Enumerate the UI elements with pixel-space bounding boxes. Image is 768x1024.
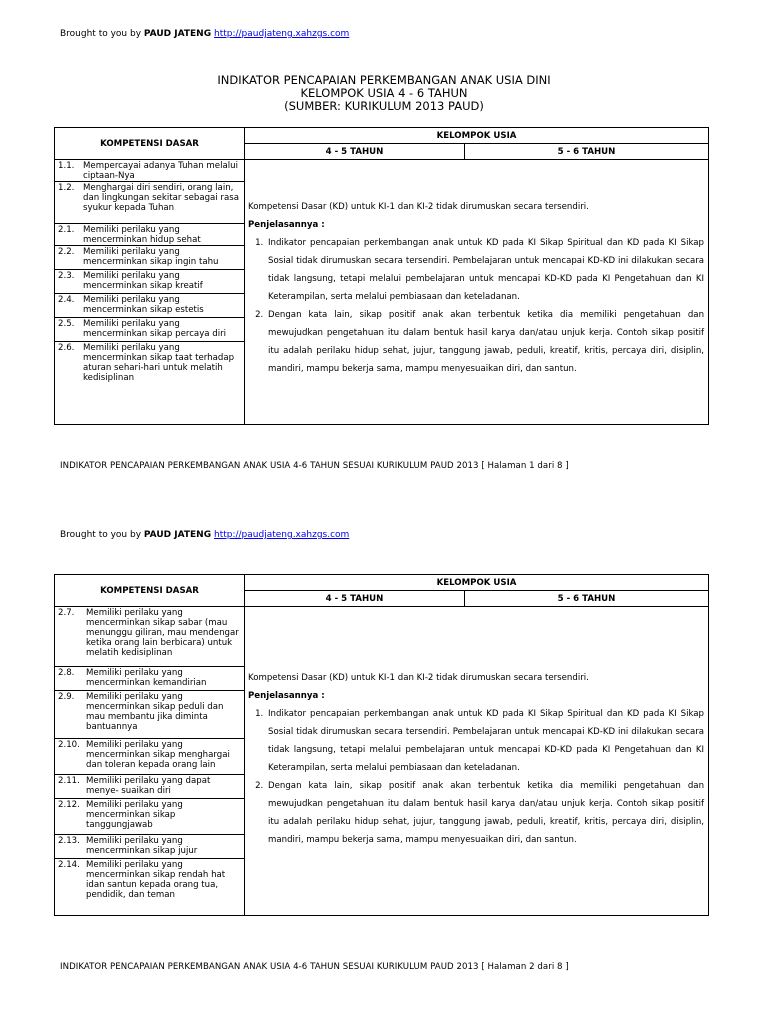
explanation-point: 1. Indikator pencapaian perkembangan anak untuk KD pada KI Sikap Spiritual dan KD pada KI Sikap Sosial tidak dirumuskan secara tersendiri. Pembelajaran untuk mencapai KD-KD ini dilakukan secara tidak langsung, tetapi melalui pembelajaran untuk mencapai KD-KD pada KI Pengetahuan dan KI Keterampilan, serta melalui pembiasaan dan keteladanan. [266, 234, 704, 306]
explanation-cell [245, 607, 709, 916]
brought-by-line: Brought to you by PAUD JATENG http://paudjateng.xahzgs.com [60, 29, 350, 39]
explanation-point: 2. Dengan kata lain, sikap positif anak akan terbentuk ketika dia memiliki pengetahuan dan mewujudkan pengetahuan itu dalam bentuk hasil karya dan/atau unjuk kerja. Contoh sikap positif itu adalah perilaku hidup sehat, jujur, tanggung jawab, peduli, kreatif, kritis, percaya diri, disiplin, mandiri, mampu bekerja sama, mampu menyesuaikan diri, dan santun. [266, 306, 704, 378]
header-4-5-tahun: 4 - 5 TAHUN [245, 591, 465, 607]
kd-item: 2.14. Memiliki perilaku yang mencerminkan sikap rendah hat idan santun kepada orang tua, pendidik, dan teman [58, 860, 226, 900]
header-kompetensi-dasar: KOMPETENSI DASAR [55, 575, 245, 607]
header-5-6-tahun: 5 - 6 TAHUN [465, 144, 709, 160]
kd-item: 2.2. Memiliki perilaku yang mencerminkan sikap ingin tahu [55, 246, 244, 270]
kd-item: 2.6. Memiliki perilaku yang mencerminkan sikap taat terhadap aturan sehari-hari untuk melatih kedisiplinan [58, 343, 235, 383]
kd-item: 2.5. Memiliki perilaku yang mencerminkan sikap percaya diri [55, 318, 244, 342]
source-link[interactable]: http://paudjateng.xahzgs.com [213, 29, 350, 39]
kd-item: 1.2. Menghargai diri sendiri, orang lain, dan lingkungan sekitar sebagai rasa syukur kepada Tuhan [55, 182, 244, 224]
kd-item: 2.9. Memiliki perilaku yang mencerminkan sikap peduli dan mau membantu jika diminta bantuannya [55, 691, 244, 739]
explanation-point: 1. Indikator pencapaian perkembangan anak untuk KD pada KI Sikap Spiritual dan KD pada KI Sikap Sosial tidak dirumuskan secara tersendiri. Pembelajaran untuk mencapai KD-KD ini dilakukan secara tidak langsung, tetapi melalui pembelajaran untuk mencapai KD-KD pada KI Pengetahuan dan KI Keterampilan, serta melalui pembiasaan dan keteladanan. [266, 705, 704, 777]
kd-item: 2.1. Memiliki perilaku yang mencerminkan hidup sehat [55, 224, 244, 246]
competency-table-page-1 [54, 127, 709, 425]
kd-item: 2.8. Memiliki perilaku yang mencerminkan kemandirian [55, 667, 244, 691]
document-title [0, 74, 768, 113]
kd-item: 1.1. Mempercayai adanya Tuhan melalui ciptaan-Nya [55, 160, 244, 182]
page-footer: INDIKATOR PENCAPAIAN PERKEMBANGAN ANAK USIA 4-6 TAHUN SESUAI KURIKULUM PAUD 2013 [ Halaman 2 dari 8 ] [60, 962, 569, 972]
source-link[interactable]: http://paudjateng.xahzgs.com [213, 530, 350, 540]
page-footer: INDIKATOR PENCAPAIAN PERKEMBANGAN ANAK USIA 4-6 TAHUN SESUAI KURIKULUM PAUD 2013 [ Halaman 1 dari 8 ] [60, 461, 569, 471]
title-line: (SUMBER: KURIKULUM 2013 PAUD) [284, 99, 484, 113]
competency-table-page-2 [54, 574, 709, 916]
explanation-point: 2. Dengan kata lain, sikap positif anak akan terbentuk ketika dia memiliki pengetahuan dan mewujudkan pengetahuan itu dalam bentuk hasil karya dan/atau unjuk kerja. Contoh sikap positif itu adalah perilaku hidup sehat, jujur, tanggung jawab, peduli, kreatif, kritis, percaya diri, disiplin, mandiri, mampu bekerja sama, mampu menyesuaikan diri, dan santun. [266, 777, 704, 849]
kd-item: 2.12. Memiliki perilaku yang mencerminkan sikap tanggungjawab [55, 799, 244, 835]
brought-by-line: Brought to you by PAUD JATENG http://paudjateng.xahzgs.com [60, 530, 350, 540]
kd-item: 2.3. Memiliki perilaku yang mencerminkan sikap kreatif [55, 270, 244, 294]
kd-item: 2.7. Memiliki perilaku yang mencerminkan sikap sabar (mau menunggu giliran, mau mendengar ketika orang lain berbicara) untuk melatih kedisiplinan [55, 607, 244, 667]
brought-by-org: PAUD JATENG [143, 530, 212, 540]
explanation-intro: Kompetensi Dasar (KD) untuk KI-1 dan KI-2 tidak dirumuskan secara tersendiri. [248, 673, 589, 683]
header-4-5-tahun: 4 - 5 TAHUN [245, 144, 465, 160]
kd-item: 2.4. Memiliki perilaku yang mencerminkan sikap estetis [55, 294, 244, 318]
title-line: KELOMPOK USIA 4 - 6 TAHUN [300, 86, 468, 100]
header-kelompok-usia: KELOMPOK USIA [245, 128, 709, 144]
explanation-cell [245, 160, 709, 425]
title-line: INDIKATOR PENCAPAIAN PERKEMBANGAN ANAK USIA DINI [217, 73, 551, 87]
header-kompetensi-dasar: KOMPETENSI DASAR [55, 128, 245, 160]
kd-list-cell [55, 160, 245, 425]
explanation-intro: Kompetensi Dasar (KD) untuk KI-1 dan KI-2 tidak dirumuskan secara tersendiri. [248, 202, 589, 212]
kd-item: 2.10. Memiliki perilaku yang mencerminkan sikap menghargai dan toleran kepada orang lain [55, 739, 244, 775]
explanation-heading: Penjelasannya : [248, 220, 325, 230]
kd-item: 2.11. Memiliki perilaku yang dapat menye- suaikan diri [55, 775, 244, 799]
kd-item: 2.13. Memiliki perilaku yang mencerminkan sikap jujur [55, 835, 244, 859]
explanation-heading: Penjelasannya : [248, 691, 325, 701]
explanation-list [248, 234, 704, 378]
header-kelompok-usia: KELOMPOK USIA [245, 575, 709, 591]
header-5-6-tahun: 5 - 6 TAHUN [465, 591, 709, 607]
explanation-list [248, 705, 704, 849]
kd-list-cell [55, 607, 245, 916]
brought-by-org: PAUD JATENG [143, 29, 212, 39]
